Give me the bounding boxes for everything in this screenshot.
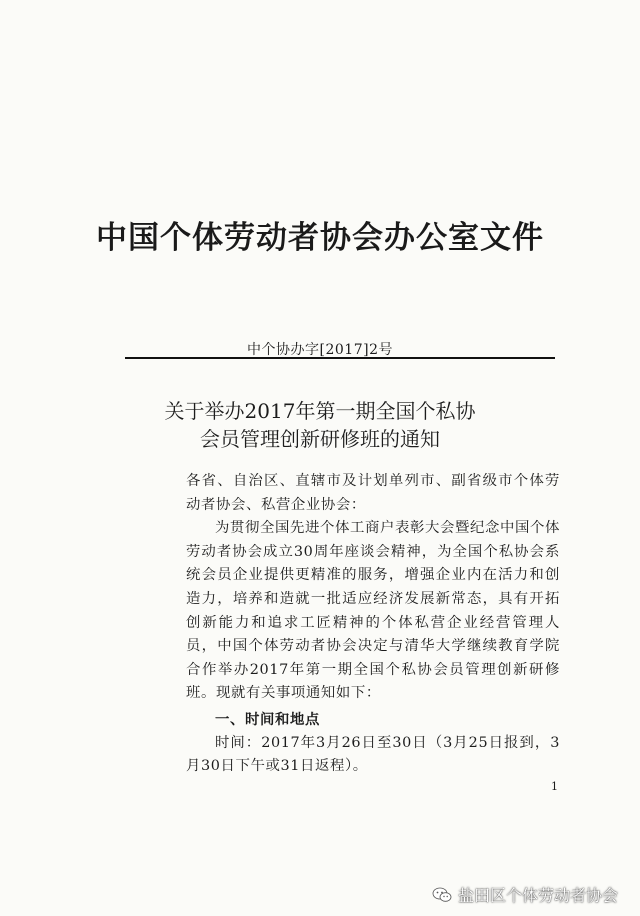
- document-title: [0, 397, 640, 453]
- page-number: 1: [551, 780, 558, 793]
- salutation: 各省、自治区、直辖市及计划单列市、副省级市个体劳动者协会、私营企业协会：: [186, 473, 560, 513]
- watermark-text: 盐田区个体劳动者协会: [457, 886, 618, 905]
- document-number: 中个协办字[2017]2号: [247, 342, 393, 358]
- title-line-1: 关于举办2017年第一期全国个私协: [164, 399, 476, 423]
- header-divider: [125, 357, 555, 359]
- section-1-heading: 一、时间和地点: [215, 710, 320, 728]
- paragraph-1: 为贯彻全国先进个体工商户表彰大会暨纪念中国个体劳动者协会成立30周年座谈会精神，为全国个私协会系统会员企业提供更精准的服务，增强企业内在活力和创造力，培养和造就一批适应经济发展新常态，具有开拓创新能力和追求工匠精神的个体私营企业经营管理人员，中国个体劳动者协会决定与清华大学继续教育学院合作举办2017年第一期全国个私协会员管理创新研修班。现就有关事项通知如下：: [186, 520, 560, 702]
- wechat-icon: [432, 887, 452, 903]
- document-body: [186, 470, 560, 779]
- watermark: [432, 883, 618, 906]
- document-header: 中国个体劳动者协会办公室文件: [96, 220, 544, 256]
- section-1-text: 时间：2017年3月26日至30日（3月25日报到，3月30日下午或31日返程）。: [186, 734, 560, 775]
- title-line-2: 会员管理创新研修班的通知: [200, 427, 440, 451]
